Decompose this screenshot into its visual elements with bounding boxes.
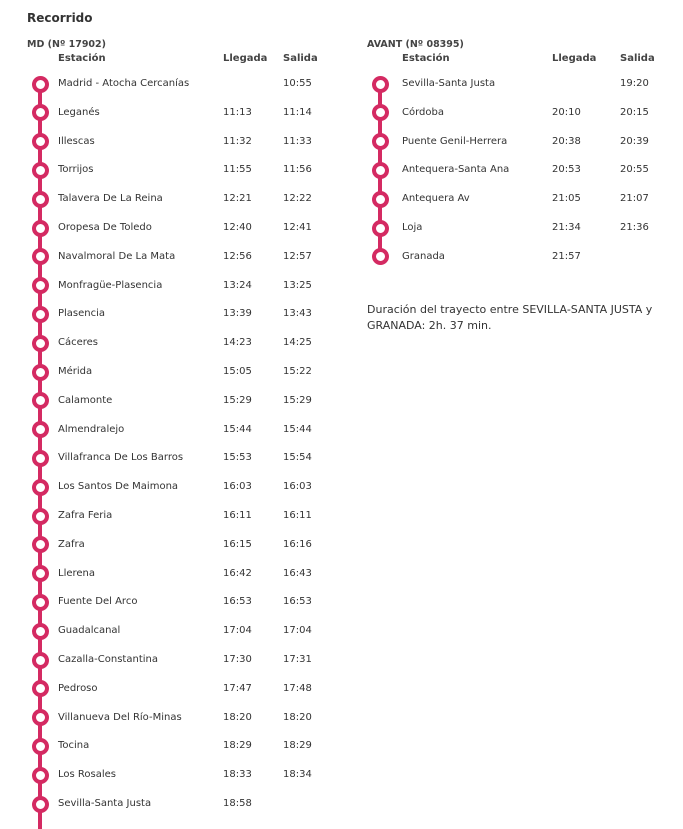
stop-marker-icon <box>32 392 49 409</box>
departure-time: 16:53 <box>283 596 312 608</box>
station-name: Puente Genil-Herrera <box>402 135 508 147</box>
list-item <box>0 480 683 509</box>
departure-time: 15:54 <box>283 452 312 464</box>
list-item <box>0 682 683 711</box>
station-name: Córdoba <box>402 106 444 118</box>
stop-marker-icon <box>32 652 49 669</box>
arrival-time: 16:42 <box>223 567 252 579</box>
arrival-time: 21:05 <box>552 193 581 205</box>
arrival-time: 11:32 <box>223 135 252 147</box>
stop-marker-icon <box>372 76 389 93</box>
stop-marker-icon <box>32 421 49 438</box>
station-name: Tocina <box>58 740 90 752</box>
arrival-time: 11:13 <box>223 106 252 118</box>
trip-duration-note: Duración del trayecto entre SEVILLA-SANTA JUSTA y GRANADA: 2h. 37 min. <box>367 303 653 332</box>
stop-marker-icon <box>32 594 49 611</box>
arrival-time: 15:53 <box>223 452 252 464</box>
arrival-time: 17:04 <box>223 625 252 637</box>
arrival-time: 12:40 <box>223 222 252 233</box>
departure-time: 12:22 <box>283 193 312 205</box>
arrival-time: 15:05 <box>223 366 252 377</box>
departure-time: 13:43 <box>283 308 312 320</box>
station-name: Zafra <box>58 538 85 550</box>
list-item <box>0 739 683 768</box>
station-name: Monfragüe-Plasencia <box>58 279 163 291</box>
right-arrival-header: Llegada <box>552 53 597 64</box>
list-item <box>0 595 683 624</box>
station-name: Navalmoral De La Mata <box>58 250 176 262</box>
stop-marker-icon <box>32 767 49 784</box>
list-item <box>0 163 683 192</box>
list-item <box>0 250 683 279</box>
station-name: Los Rosales <box>58 769 116 781</box>
station-name: Villanueva Del Río-Minas <box>58 711 182 723</box>
station-name: Calamonte <box>58 394 113 406</box>
arrival-time: 20:53 <box>552 164 581 176</box>
departure-time: 16:03 <box>283 481 312 493</box>
left-departure-header: Salida <box>283 53 318 64</box>
departure-time: 17:31 <box>283 654 312 665</box>
station-name: Pedroso <box>58 682 98 694</box>
list-item <box>0 567 683 596</box>
departure-time: 11:14 <box>283 106 312 118</box>
station-name: Almendralejo <box>58 423 125 435</box>
station-name: Talavera De La Reina <box>58 193 163 205</box>
station-name: Torrijos <box>58 164 94 176</box>
arrival-time: 15:44 <box>223 423 252 435</box>
stop-marker-icon <box>32 565 49 582</box>
arrival-time: 18:33 <box>223 769 252 781</box>
stop-marker-icon <box>32 536 49 553</box>
departure-time: 20:55 <box>620 164 649 176</box>
arrival-time: 16:03 <box>223 481 252 493</box>
stop-marker-icon <box>32 796 49 813</box>
arrival-time: 16:15 <box>223 538 252 550</box>
stop-marker-icon <box>32 306 49 323</box>
arrival-time: 17:30 <box>223 654 252 665</box>
arrival-time: 18:58 <box>223 798 252 809</box>
stop-marker-icon <box>372 248 389 265</box>
station-name: Leganés <box>58 106 100 118</box>
arrival-time: 14:23 <box>223 337 252 349</box>
departure-time: 15:22 <box>283 366 312 377</box>
station-name: Plasencia <box>58 308 106 320</box>
arrival-time: 20:38 <box>552 135 581 147</box>
station-name: Los Santos De Maimona <box>58 481 179 493</box>
station-name: Loja <box>402 222 423 233</box>
departure-time: 19:20 <box>620 78 649 89</box>
stop-marker-icon <box>372 220 389 237</box>
departure-time: 16:16 <box>283 538 312 550</box>
station-name: Cáceres <box>58 337 99 349</box>
departure-time: 21:07 <box>620 193 649 205</box>
arrival-time: 13:24 <box>223 279 252 291</box>
station-name: Zafra Feria <box>58 510 113 521</box>
station-name: Illescas <box>58 135 95 147</box>
departure-time: 10:55 <box>283 78 312 89</box>
station-name: Antequera Av <box>402 193 470 205</box>
departure-time: 12:57 <box>283 250 312 262</box>
station-name: Sevilla-Santa Justa <box>402 78 496 89</box>
left-arrival-header: Llegada <box>223 53 268 64</box>
arrival-time: 13:39 <box>223 308 252 320</box>
departure-time: 18:20 <box>283 711 312 723</box>
departure-time: 16:11 <box>283 510 312 521</box>
list-item <box>0 768 683 797</box>
stop-marker-icon <box>32 364 49 381</box>
right-departure-header: Salida <box>620 53 655 64</box>
departure-time: 20:15 <box>620 106 649 118</box>
list-item <box>0 451 683 480</box>
arrival-time: 16:53 <box>223 596 252 608</box>
arrival-time: 12:21 <box>223 193 252 205</box>
arrival-time: 16:11 <box>223 510 252 521</box>
departure-time: 18:34 <box>283 769 312 781</box>
list-item <box>0 192 683 221</box>
departure-time: 11:33 <box>283 135 312 147</box>
list-item <box>0 624 683 653</box>
station-name: Guadalcanal <box>58 625 121 637</box>
list-item <box>0 711 683 740</box>
station-name: Llerena <box>58 567 96 579</box>
list-item <box>0 538 683 567</box>
arrival-time: 18:20 <box>223 711 252 723</box>
station-name: Antequera-Santa Ana <box>402 164 510 176</box>
list-item <box>0 423 683 452</box>
stop-marker-icon <box>372 104 389 121</box>
list-item <box>0 135 683 164</box>
arrival-time: 20:10 <box>552 106 581 118</box>
departure-time: 14:25 <box>283 337 312 349</box>
station-name: Oropesa De Toledo <box>58 222 152 233</box>
station-name: Granada <box>402 250 445 262</box>
departure-time: 21:36 <box>620 222 649 233</box>
departure-time: 15:44 <box>283 423 312 435</box>
stop-marker-icon <box>32 738 49 755</box>
list-item <box>0 797 683 826</box>
list-item <box>0 394 683 423</box>
list-item <box>0 221 683 250</box>
departure-time: 18:29 <box>283 740 312 752</box>
arrival-time: 17:47 <box>223 682 252 694</box>
list-item <box>0 106 683 135</box>
stop-marker-icon <box>32 680 49 697</box>
departure-time: 11:56 <box>283 164 312 176</box>
stop-marker-icon <box>372 133 389 150</box>
stop-marker-icon <box>372 191 389 208</box>
stop-marker-icon <box>32 709 49 726</box>
list-item <box>0 77 683 106</box>
arrival-time: 15:29 <box>223 394 252 406</box>
station-name: Madrid - Atocha Cercanías <box>58 78 190 89</box>
departure-time: 13:25 <box>283 279 312 291</box>
left-train-name: MD (Nº 17902) <box>27 39 106 50</box>
right-train-name: AVANT (Nº 08395) <box>367 39 464 50</box>
departure-time: 17:04 <box>283 625 312 637</box>
arrival-time: 18:29 <box>223 740 252 752</box>
departure-time: 12:41 <box>283 222 312 233</box>
page-title: Recorrido <box>27 11 93 25</box>
station-name: Cazalla-Constantina <box>58 654 158 665</box>
station-name: Mérida <box>58 366 93 377</box>
arrival-time: 21:57 <box>552 250 581 262</box>
right-station-header: Estación <box>402 53 450 64</box>
station-name: Villafranca De Los Barros <box>58 452 184 464</box>
list-item <box>0 336 683 365</box>
list-item <box>0 653 683 682</box>
departure-time: 15:29 <box>283 394 312 406</box>
stop-marker-icon <box>372 162 389 179</box>
departure-time: 16:43 <box>283 567 312 579</box>
list-item <box>0 365 683 394</box>
stop-marker-icon <box>32 479 49 496</box>
departure-time: 17:48 <box>283 682 312 694</box>
arrival-time: 12:56 <box>223 250 252 262</box>
stop-marker-icon <box>32 277 49 294</box>
station-name: Fuente Del Arco <box>58 596 138 608</box>
arrival-time: 11:55 <box>223 164 252 176</box>
stop-marker-icon <box>32 508 49 525</box>
stop-marker-icon <box>32 623 49 640</box>
stop-marker-icon <box>32 335 49 352</box>
station-name: Sevilla-Santa Justa <box>58 798 152 809</box>
stop-marker-icon <box>32 450 49 467</box>
arrival-time: 21:34 <box>552 222 581 233</box>
departure-time: 20:39 <box>620 135 649 147</box>
left-station-header: Estación <box>58 53 106 64</box>
list-item <box>0 509 683 538</box>
